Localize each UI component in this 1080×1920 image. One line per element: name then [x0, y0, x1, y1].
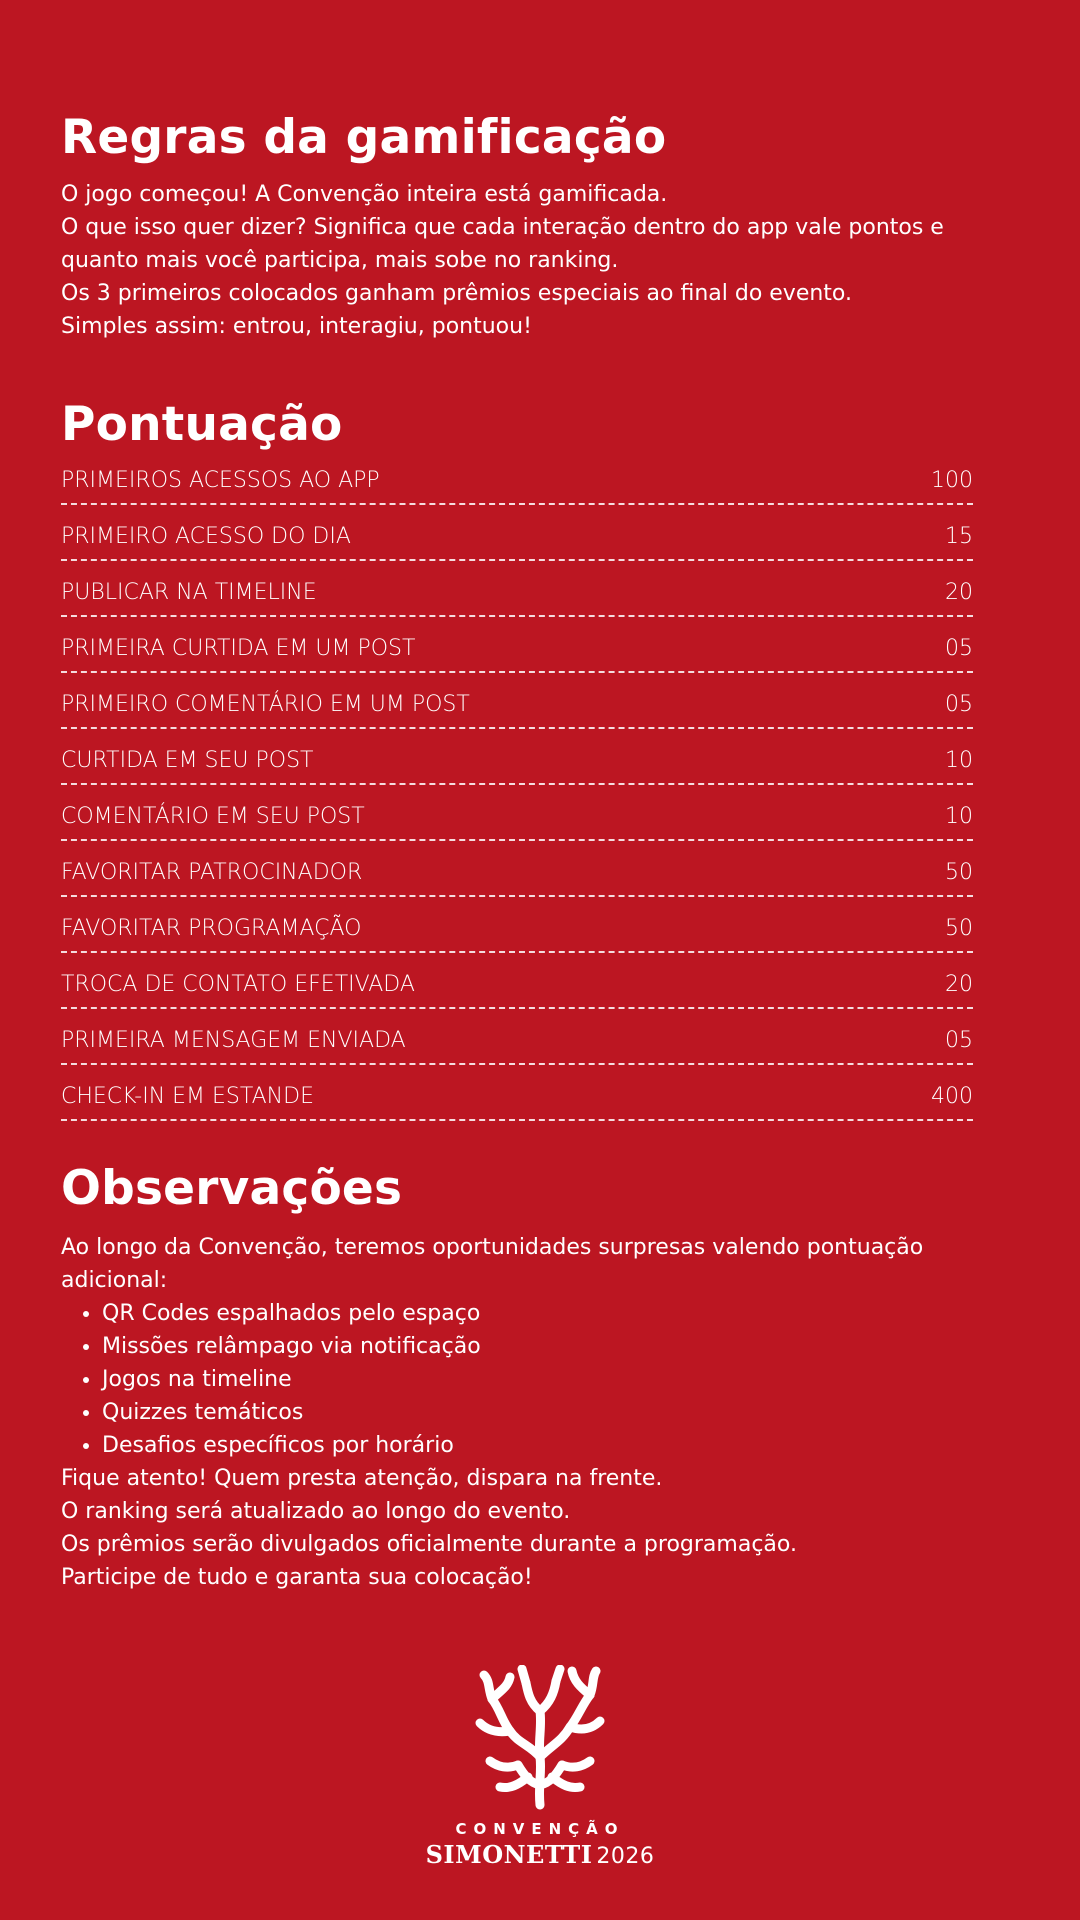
- list-item: • Desafios específicos por horário: [102, 1429, 1021, 1462]
- list-item: • Jogos na timeline: [102, 1363, 1021, 1396]
- rules-paragraph: Os 3 primeiros colocados ganham prêmios especiais ao final do evento.: [61, 281, 853, 306]
- list-item: • QR Codes espalhados pelo espaço: [102, 1297, 1021, 1330]
- score-row: [61, 729, 973, 785]
- scoring-title: Pontuação: [61, 397, 343, 452]
- score-label: COMENTÁRIO EM SEU POST: [61, 804, 365, 829]
- observations-closing: Participe de tudo e garanta sua colocação!: [61, 1565, 533, 1590]
- score-label: FAVORITAR PROGRAMAÇÃO: [61, 916, 362, 941]
- logo-year: 2026: [596, 1844, 655, 1869]
- list-item: • Missões relâmpago via notificação: [102, 1330, 1021, 1363]
- score-row: [61, 505, 973, 561]
- score-points: 10: [945, 804, 973, 829]
- score-points: 400: [931, 1084, 973, 1109]
- score-row: [61, 897, 973, 953]
- observations-closing: Fique atento! Quem presta atenção, dispara na frente.: [61, 1466, 663, 1491]
- logo-subtitle: CONVENÇÃO: [455, 1820, 625, 1838]
- score-row: [61, 841, 973, 897]
- score-label: PRIMEIRO COMENTÁRIO EM UM POST: [61, 692, 470, 717]
- rules-paragraph: O que isso quer dizer? Significa que cada interação dentro do app vale pontos e quanto mais você participa, mais sobe no ranking.: [61, 215, 944, 273]
- score-points: 05: [945, 692, 973, 717]
- score-label: CHECK-IN EM ESTANDE: [61, 1084, 314, 1109]
- score-label: PRIMEIROS ACESSOS AO APP: [61, 468, 380, 493]
- score-points: 50: [945, 916, 973, 941]
- score-points: 10: [945, 748, 973, 773]
- content: [61, 100, 1021, 1594]
- rules-paragraph: O jogo começou! A Convenção inteira está gamificada.: [61, 182, 668, 207]
- scoring-section: [61, 387, 1021, 1121]
- coral-icon: [470, 1665, 610, 1810]
- score-row: [61, 617, 973, 673]
- score-label: PRIMEIRO ACESSO DO DIA: [61, 524, 351, 549]
- observations-title: Observações: [61, 1161, 403, 1216]
- observations-closing: Os prêmios serão divulgados oficialmente durante a programação.: [61, 1532, 797, 1557]
- score-label: PRIMEIRA CURTIDA EM UM POST: [61, 636, 416, 661]
- score-label: FAVORITAR PATROCINADOR: [61, 860, 363, 885]
- score-table: [61, 463, 973, 1121]
- score-row: [61, 463, 973, 505]
- score-label: PUBLICAR NA TIMELINE: [61, 580, 317, 605]
- observations-section: [61, 1151, 1021, 1594]
- rules-section: [61, 100, 1021, 343]
- observations-intro: Ao longo da Convenção, teremos oportunidades surpresas valendo pontuação adicional:: [61, 1235, 924, 1293]
- score-row: [61, 785, 973, 841]
- score-label: TROCA DE CONTATO EFETIVADA: [61, 972, 415, 997]
- observations-closing: O ranking será atualizado ao longo do evento.: [61, 1499, 571, 1524]
- score-points: 20: [945, 580, 973, 605]
- score-row: [61, 561, 973, 617]
- list-item: • Quizzes temáticos: [102, 1396, 1021, 1429]
- score-label: PRIMEIRA MENSAGEM ENVIADA: [61, 1028, 406, 1053]
- score-points: 50: [945, 860, 973, 885]
- score-row: [61, 1065, 973, 1121]
- rules-title: Regras da gamificação: [61, 110, 667, 165]
- logo-name: SIMONETTI: [425, 1840, 593, 1869]
- score-points: 05: [945, 636, 973, 661]
- score-label: CURTIDA EM SEU POST: [61, 748, 314, 773]
- score-points: 20: [945, 972, 973, 997]
- score-row: [61, 1009, 973, 1065]
- score-points: 100: [931, 468, 973, 493]
- score-points: 05: [945, 1028, 973, 1053]
- score-row: [61, 673, 973, 729]
- score-row: [61, 953, 973, 1009]
- observations-list: [61, 1297, 1021, 1462]
- logo-wordmark: [0, 1840, 1080, 1869]
- score-points: 15: [945, 524, 973, 549]
- event-logo: [0, 1665, 1080, 1869]
- rules-paragraph: Simples assim: entrou, interagiu, pontuou!: [61, 314, 532, 339]
